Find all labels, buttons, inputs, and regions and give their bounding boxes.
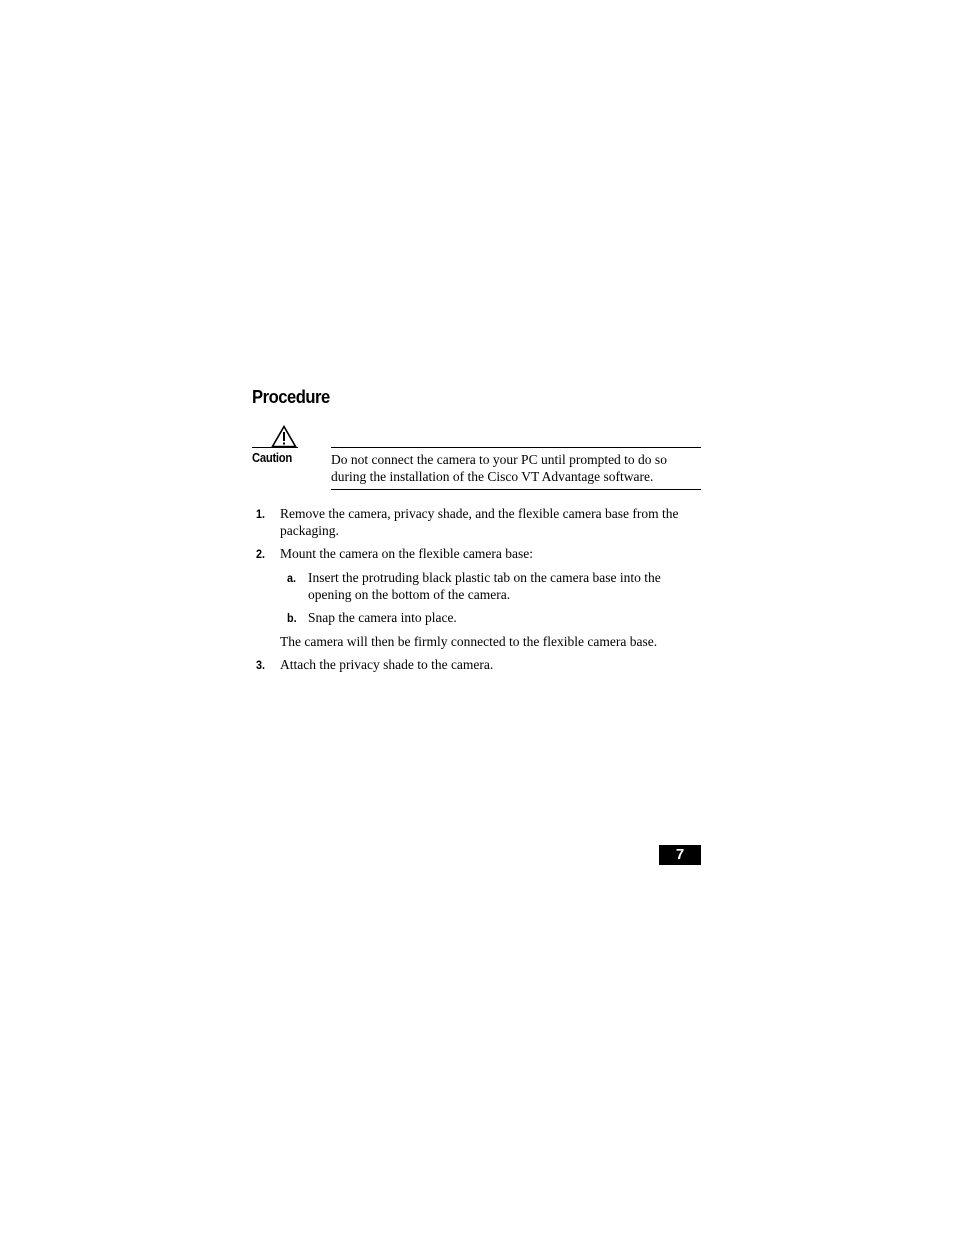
- caution-text: Do not connect the camera to your PC until prompted to do so during the installation of the Cisco VT Advantage software.: [331, 452, 667, 484]
- step-note: The camera will then be firmly connected to the flexible camera base.: [280, 634, 658, 649]
- section-heading: Procedure: [252, 387, 330, 407]
- step-number: 3.: [256, 658, 266, 672]
- caution-box: [331, 447, 701, 490]
- step-number: 2.: [256, 547, 266, 561]
- substep-letter: a.: [287, 571, 297, 585]
- caution-label-rule: [252, 447, 298, 448]
- substep-letter: b.: [287, 611, 297, 625]
- step-text: Mount the camera on the flexible camera base:: [280, 546, 534, 561]
- warning-triangle-icon: [271, 425, 297, 448]
- step-number: 1.: [256, 507, 266, 521]
- substep-text: Snap the camera into place.: [308, 610, 457, 625]
- substep-text: Insert the protruding black plastic tab on the camera base into the opening on the bottom of the camera.: [308, 570, 661, 602]
- page-number-badge: 7: [659, 845, 701, 865]
- step-text: Attach the privacy shade to the camera.: [280, 657, 494, 672]
- caution-label: Caution: [252, 451, 292, 465]
- step-text: Remove the camera, privacy shade, and the flexible camera base from the packaging.: [280, 506, 679, 538]
